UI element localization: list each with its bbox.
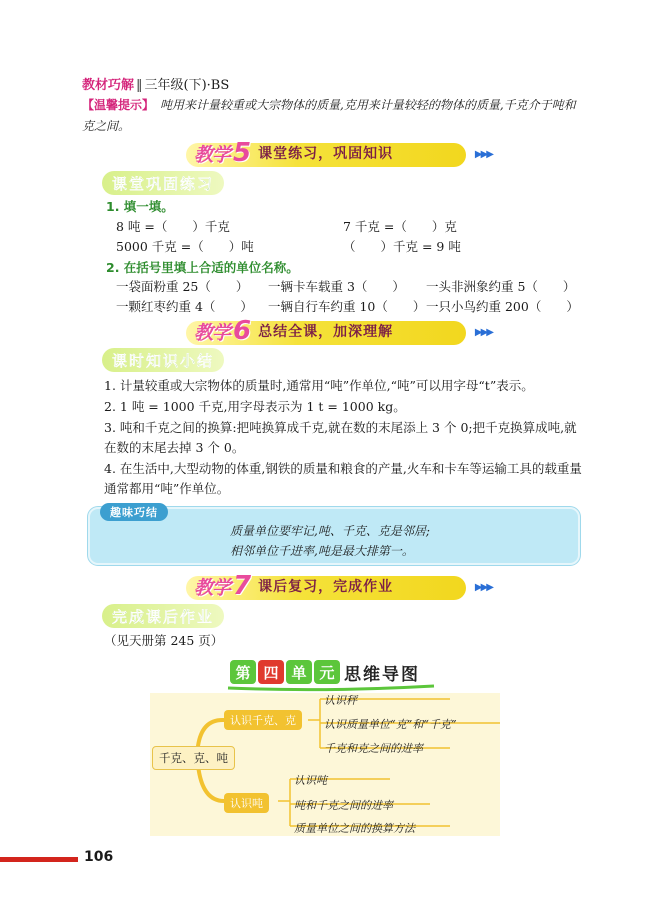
mindmap-title-char: 四 (258, 660, 284, 684)
step7-number: 7 (233, 571, 252, 601)
mindmap-title (230, 657, 420, 687)
summary-point-3: 3. 吨和千克之间的换算:把吨换算成千克,就在数的末尾添上 3 个 0;把千克换算成吨,就在数的末尾去掉 3 个 0。 (104, 420, 577, 455)
warm-tip (82, 95, 582, 137)
q2-item: 一袋面粉重 25（ ） (116, 279, 249, 294)
q1-item: （ ）千克 = 9 吨 (343, 239, 461, 254)
mindmap-branch-node: 认识吨 (224, 793, 269, 813)
step5-title: 课堂练习，巩固知识 (258, 146, 394, 162)
question-1: 1. 填一填。 (106, 199, 174, 214)
fun-tip-label: 趣味巧结 (100, 503, 168, 521)
step6-word: 教学 (194, 321, 231, 344)
fun-tip-line: 相邻单位千进率,吨是最大排第一。 (230, 544, 414, 558)
mindmap-leaf: 认识质量单位“克”和“千克” (324, 718, 457, 731)
header-divider: ‖ (136, 78, 143, 93)
summary-point-4: 4. 在生活中,大型动物的体重,钢铁的质量和粮食的产量,火车和卡车等运输工具的载重量通常都用“吨”作单位。 (104, 461, 582, 496)
step6-title: 总结全课，加深理解 (258, 324, 394, 340)
homework-note: （见天册第 245 页） (104, 633, 224, 648)
q2-item: 一颗红枣约重 4（ ） (116, 299, 253, 314)
mindmap-leaf: 吨和千克之间的进率 (294, 799, 393, 812)
step5-arrows-icon: ▶▶▶ (474, 149, 492, 160)
summary-point-1: 1. 计量较重或大宗物体的质量时,通常用“吨”作单位,“吨”可以用字母“t”表示。 (104, 378, 534, 393)
mindmap-title-char: 第 (230, 660, 256, 684)
step5-banner (186, 138, 492, 168)
mindmap-leaf: 认识秤 (324, 694, 357, 707)
step7-word: 教学 (194, 576, 231, 599)
page-footer-bar (0, 857, 78, 862)
mindmap-leaf: 千克和克之间的进率 (324, 742, 423, 755)
fun-tip-line: 质量单位要牢记,吨、千克、克是邻居; (230, 524, 430, 538)
step6-number: 6 (233, 316, 252, 346)
summary-section-label: 课时知识小结 (112, 351, 215, 370)
practice-section-label: 课堂巩固练习 (112, 174, 215, 193)
mindmap-title-underline (226, 684, 438, 692)
mindmap-branch-node: 认识千克、克 (224, 710, 302, 730)
q2-item: 一头非洲象约重 5（ ） (426, 279, 576, 294)
q2-item: 一辆卡车载重 3（ ） (268, 279, 405, 294)
mindmap-root-node: 千克、克、吨 (152, 746, 235, 770)
summary-section-title (102, 348, 224, 372)
step7-title: 课后复习，完成作业 (258, 579, 394, 595)
mindmap-title-char: 元 (314, 660, 340, 684)
homework-section-title (102, 604, 224, 628)
q2-item: 一只小鸟约重 200（ ） (426, 299, 579, 314)
homework-section-label: 完成课后作业 (112, 607, 215, 626)
q2-item: 一辆自行车约重 10（ ） (268, 299, 426, 314)
practice-section-title (102, 171, 224, 195)
summary-point-2: 2. 1 吨 = 1000 千克,用字母表示为 1 t = 1000 kg。 (104, 399, 406, 414)
fun-tip-box (88, 507, 580, 565)
step7-banner (186, 571, 492, 601)
step5-number: 5 (233, 138, 252, 168)
mindmap-leaf: 质量单位之间的换算方法 (294, 822, 415, 835)
grade-label: 三年级(下)·BS (144, 78, 230, 93)
step6-banner (186, 316, 492, 346)
brand-title: 教材巧解 (82, 78, 135, 93)
q1-item: 8 吨 =（ ）千克 (116, 219, 230, 234)
question-2: 2. 在括号里填上合适的单位名称。 (106, 260, 299, 275)
page-number: 106 (84, 849, 114, 865)
page-header (82, 74, 229, 93)
warm-tip-text: 吨用来计量较重或大宗物体的质量,克用来计量较轻的物体的质量,千克介于吨和克之间。 (82, 98, 576, 133)
mindmap-leaf: 认识吨 (294, 774, 327, 787)
step5-word: 教学 (194, 143, 231, 166)
q1-item: 5000 千克 =（ ）吨 (116, 239, 254, 254)
mindmap-title-text: 思维导图 (344, 664, 420, 685)
q1-item: 7 千克 =（ ）克 (343, 219, 457, 234)
warm-tip-label: 【温馨提示】 (82, 98, 155, 112)
step6-arrows-icon: ▶▶▶ (474, 327, 492, 338)
step7-arrows-icon: ▶▶▶ (474, 582, 492, 593)
mindmap-title-char: 单 (286, 660, 312, 684)
